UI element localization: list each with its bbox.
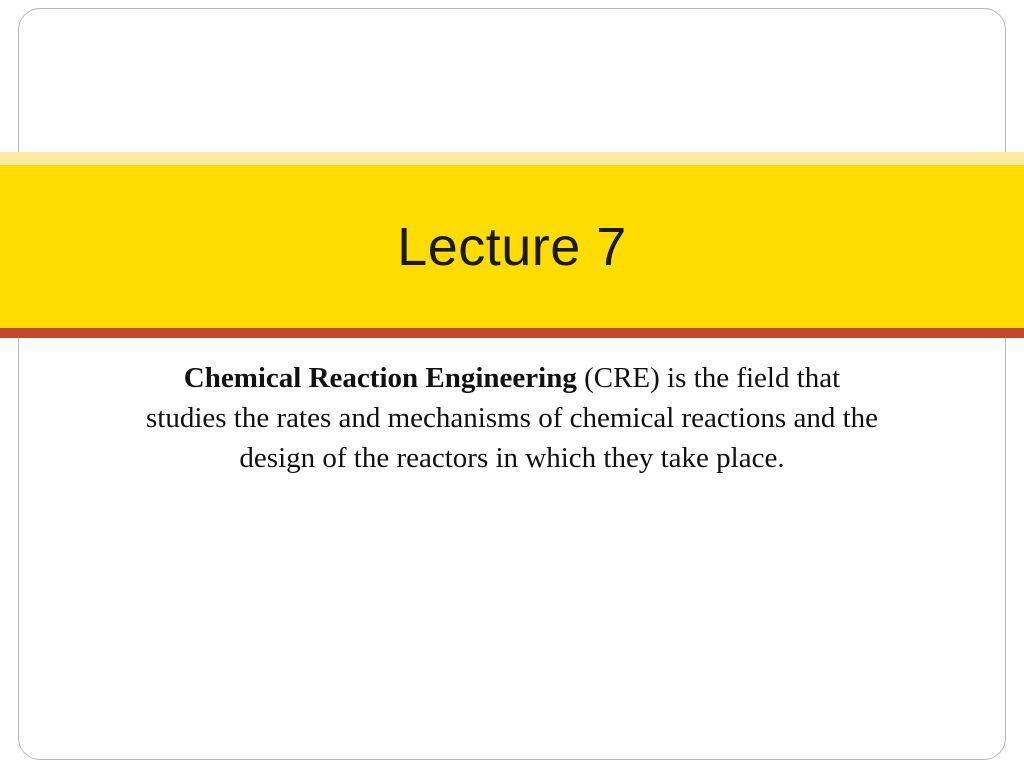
body-lead-term: Chemical Reaction Engineering xyxy=(183,362,577,394)
slide-body-text xyxy=(140,358,884,478)
title-banner-highlight xyxy=(0,152,1024,165)
slide-title: Lecture 7 xyxy=(397,216,627,277)
title-banner-underline-rule xyxy=(0,328,1024,338)
body-definition-text: (CRE) is the field that studies the rates and mechanisms of chemical reactions and the design of the reactors in which they take place. xyxy=(146,362,878,474)
